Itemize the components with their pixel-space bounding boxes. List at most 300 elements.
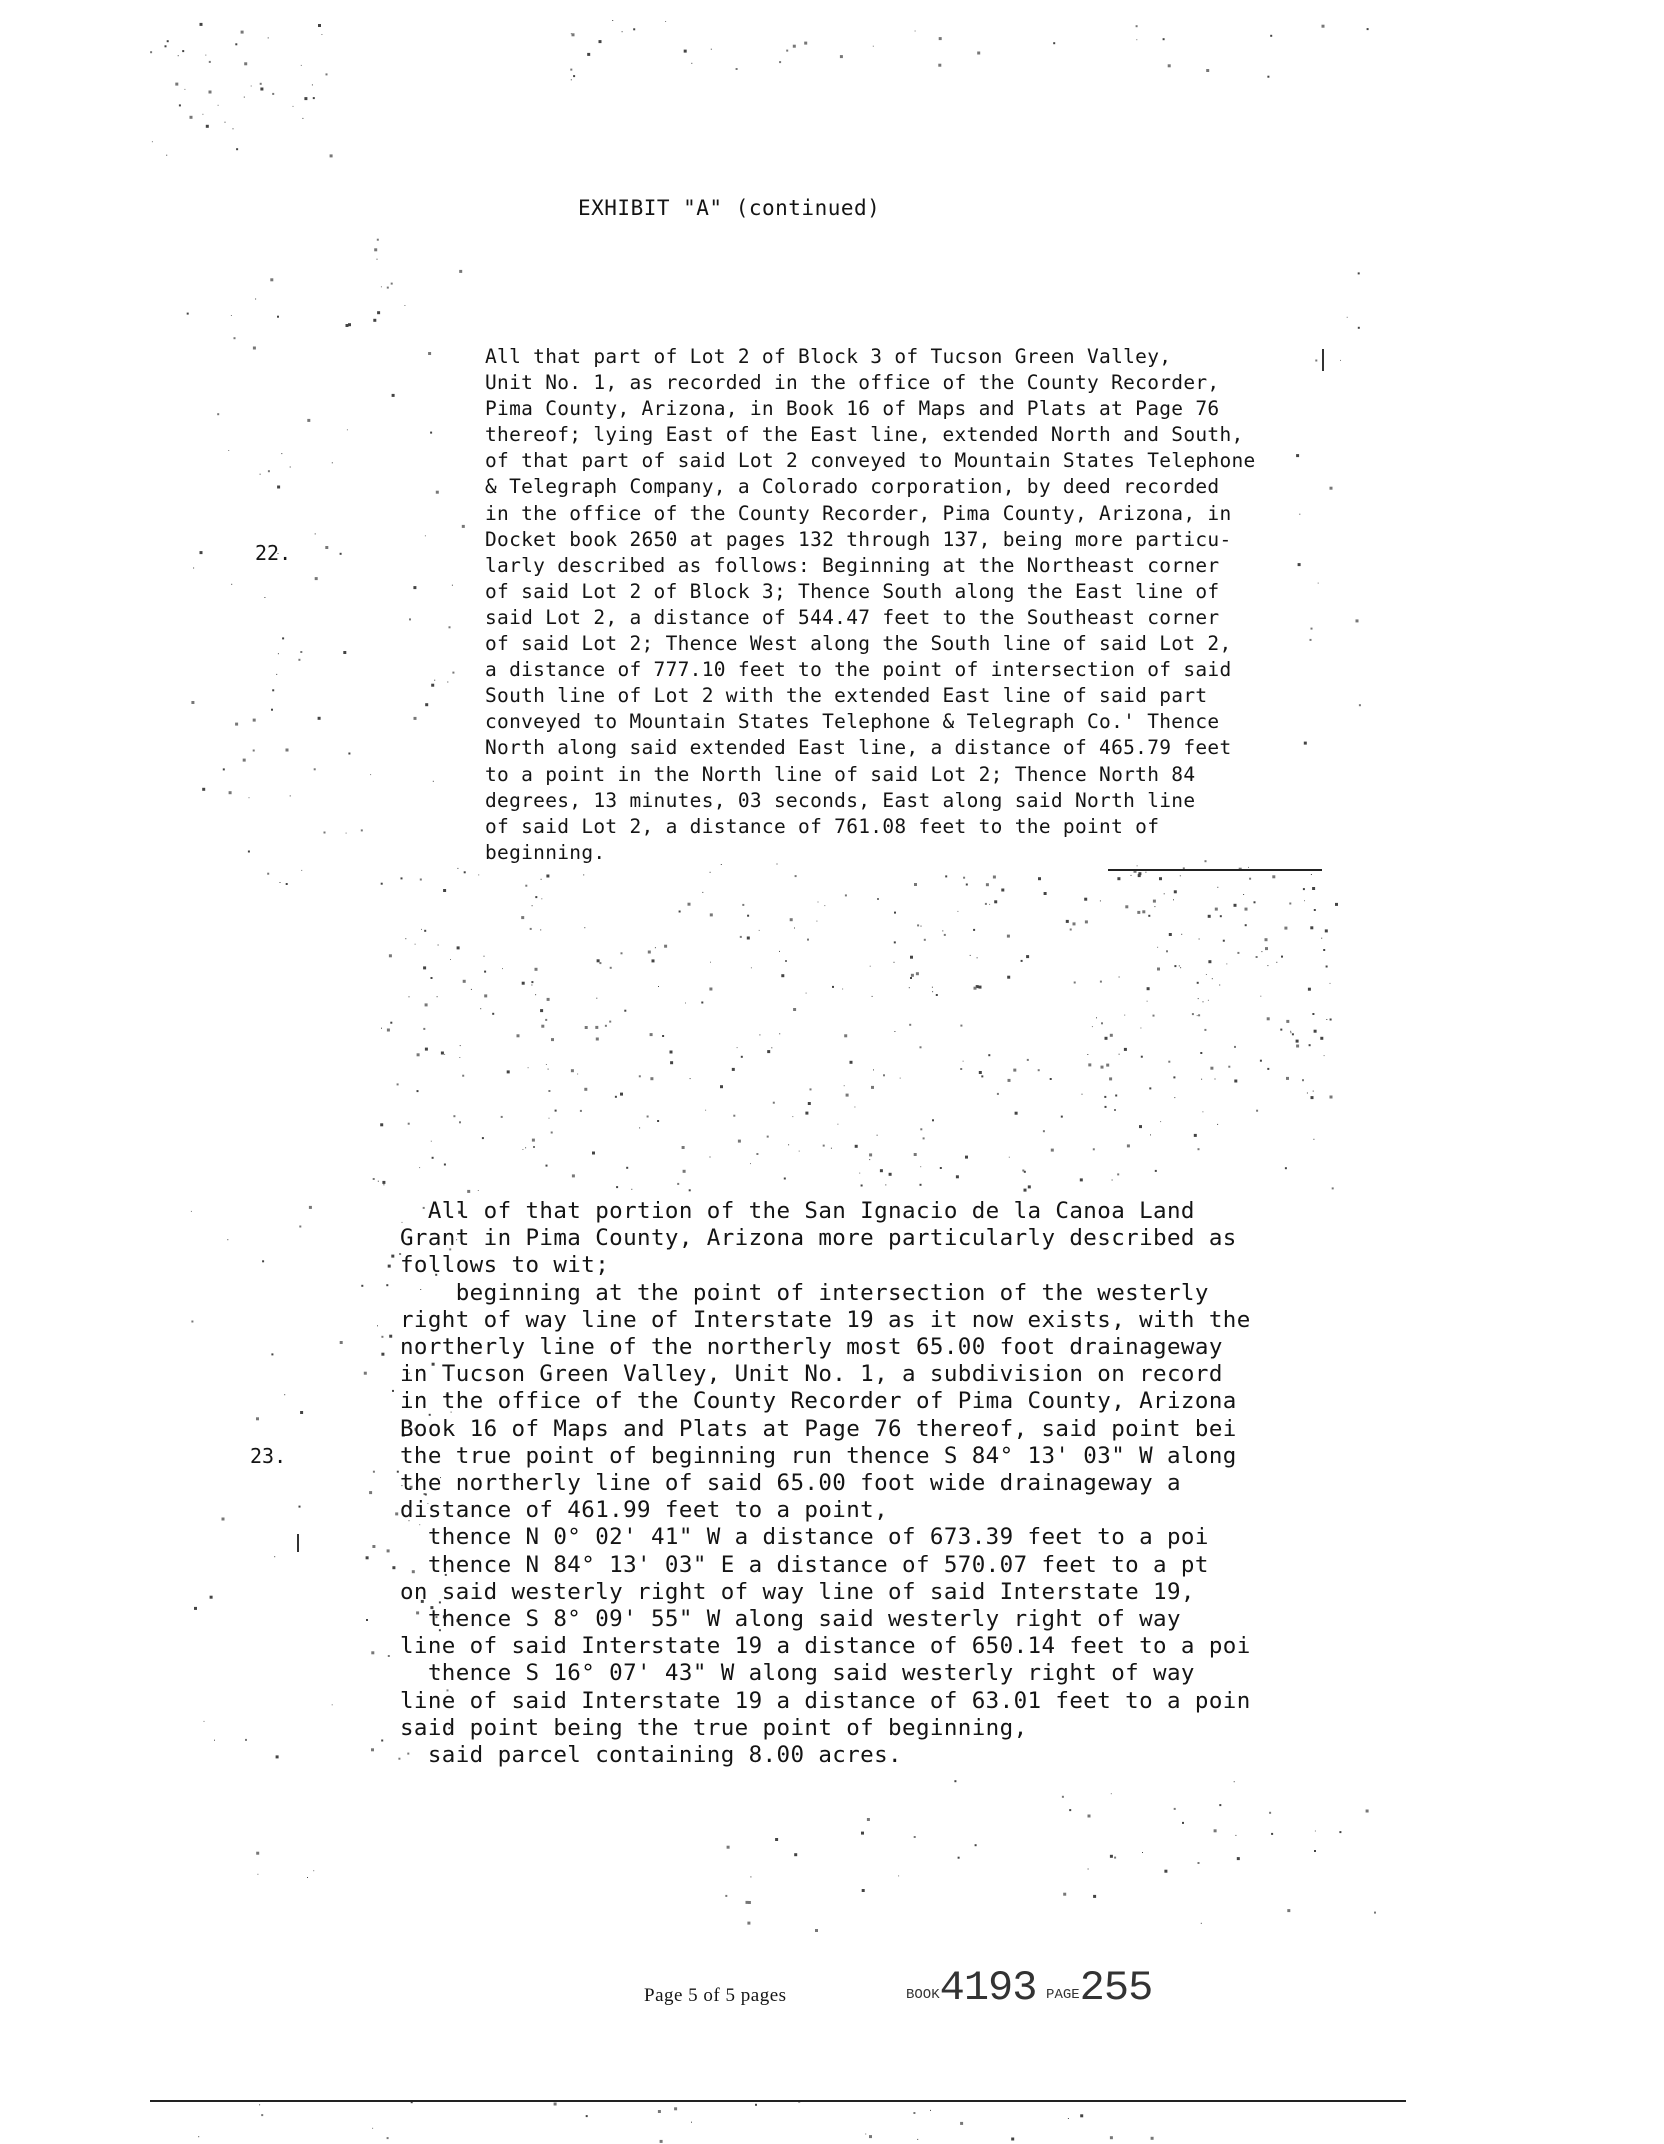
scan-speckle [1153, 1015, 1155, 1017]
parcel-22-text-line: a distance of 777.10 feet to the point of intersection of said [485, 658, 1232, 682]
scan-speckle [1028, 1185, 1031, 1188]
scan-speckle [432, 1157, 434, 1159]
scan-speckle [1142, 1852, 1143, 1853]
scan-speckle [871, 1086, 874, 1089]
scan-speckle [150, 51, 152, 53]
scan-speckle [650, 1077, 653, 1080]
scan-speckle [1119, 977, 1120, 978]
scan-speckle [1164, 893, 1165, 894]
scan-speckle [936, 994, 938, 996]
scan-speckle [1203, 1001, 1204, 1002]
scan-speckle [1027, 1059, 1029, 1061]
parcel-23-text-line: said point being the true point of beginning, [386, 1714, 1028, 1741]
scan-speckle [869, 2135, 872, 2138]
scan-speckle [1256, 1110, 1258, 1112]
scan-speckle [464, 871, 466, 873]
scan-speckle [253, 750, 255, 752]
scan-speckle [1220, 915, 1222, 917]
scan-speckle [348, 753, 350, 755]
scan-speckle [330, 154, 333, 157]
scan-speckle [1114, 1857, 1116, 1859]
scan-speckle [779, 1033, 780, 1034]
scan-speckle [1093, 1895, 1096, 1898]
scan-speckle [1267, 1017, 1270, 1020]
scan-speckle [419, 1167, 420, 1168]
scan-speckle [256, 1852, 259, 1855]
scan-speckle [1198, 1148, 1200, 1150]
scan-speckle [532, 1139, 535, 1142]
scan-speckle [1286, 1020, 1289, 1023]
scan-speckle [954, 1780, 956, 1782]
scan-speckle [1201, 1079, 1202, 1080]
scan-speckle [371, 1748, 374, 1751]
scan-speckle [443, 889, 446, 892]
scan-speckle [551, 1132, 553, 1134]
scan-speckle [459, 270, 462, 273]
scan-speckle [1245, 924, 1247, 926]
scan-speckle [312, 84, 313, 85]
scan-speckle [894, 1031, 895, 1032]
scan-speckle [870, 966, 871, 967]
scan-speckle [981, 1075, 983, 1077]
scan-speckle [909, 987, 910, 988]
scan-speckle [278, 653, 279, 654]
scan-speckle [1093, 1148, 1095, 1150]
scan-speckle [268, 37, 269, 38]
scan-speckle [975, 1844, 977, 1846]
scan-speckle [1296, 1045, 1299, 1048]
scan-speckle [1228, 1066, 1230, 1068]
scan-speckle [459, 1057, 460, 1058]
scan-speckle [471, 989, 472, 990]
scan-speckle [300, 651, 302, 653]
scan-speckle [658, 2110, 661, 2113]
scan-speckle [541, 879, 542, 880]
scan-speckle [428, 352, 431, 355]
scan-speckle [209, 61, 211, 63]
scan-speckle [710, 913, 713, 916]
scan-speckle [1068, 2118, 1069, 2119]
scan-speckle [152, 141, 153, 142]
scan-speckle [985, 903, 987, 905]
scan-speckle [332, 462, 333, 463]
scan-speckle [409, 996, 410, 997]
scan-speckle [605, 1025, 607, 1027]
scan-speckle [420, 879, 422, 881]
scan-speckle [1051, 1149, 1054, 1152]
scan-speckle [1215, 1079, 1216, 1080]
scan-speckle [1026, 955, 1029, 958]
book-number: 4193 [939, 1964, 1037, 2012]
scan-speckle [187, 313, 189, 315]
scan-speckle [910, 956, 913, 959]
scan-speckle [989, 904, 990, 905]
scan-speckle [979, 986, 982, 989]
scan-speckle [431, 684, 434, 687]
scan-speckle [392, 394, 395, 397]
scan-speckle [815, 1929, 818, 1932]
scan-speckle [767, 1136, 769, 1138]
scan-speckle [482, 1137, 484, 1139]
scan-speckle [993, 876, 996, 879]
scan-speckle [548, 1069, 549, 1070]
scan-speckle [321, 34, 322, 35]
scan-speckle [657, 1120, 659, 1122]
scan-speckle [1053, 42, 1055, 44]
scan-speckle [956, 1175, 959, 1178]
scan-speckle [779, 951, 780, 952]
scan-speckle [1312, 887, 1315, 890]
scan-speckle [960, 2122, 963, 2125]
scan-speckle [844, 1034, 847, 1037]
scan-speckle [710, 872, 711, 873]
parcel-22-text-line: Docket book 2650 at pages 132 through 137, being more particu- [485, 527, 1232, 551]
scan-speckle [648, 951, 651, 954]
scan-speckle [1339, 1831, 1341, 1833]
scan-speckle [930, 2110, 931, 2111]
scan-speckle [1009, 1157, 1010, 1158]
scan-speckle [1043, 1130, 1045, 1132]
scan-speckle [377, 259, 378, 260]
scan-speckle [1208, 960, 1211, 963]
scan-speckle [587, 53, 590, 56]
scan-speckle [315, 533, 316, 534]
scan-speckle [460, 1045, 461, 1046]
scan-speckle [832, 986, 834, 988]
scan-speckle [397, 1083, 399, 1085]
scan-speckle [840, 55, 843, 58]
scan-speckle [1324, 1055, 1325, 1056]
scan-speckle [806, 993, 807, 994]
scan-speckle [932, 1119, 934, 1121]
scan-speckle [573, 75, 575, 77]
scan-speckle [314, 768, 316, 770]
scan-speckle [1168, 1061, 1170, 1063]
scan-speckle [759, 1034, 760, 1035]
scan-speckle [1198, 1014, 1200, 1016]
scan-speckle [234, 337, 236, 339]
scan-speckle [1145, 872, 1146, 873]
scan-speckle [405, 938, 406, 939]
scan-speckle [917, 924, 919, 926]
scan-speckle [610, 967, 612, 969]
scan-speckle [209, 91, 212, 94]
scan-speckle [1248, 867, 1249, 868]
parcel-22-text-line: of said Lot 2; Thence West along the South line of said Lot 2, [485, 632, 1232, 656]
scan-speckle [771, 1047, 772, 1048]
scan-speckle [1070, 929, 1072, 931]
scan-speckle [414, 717, 417, 720]
scan-speckle [1194, 1134, 1197, 1137]
scan-speckle [1267, 1068, 1269, 1070]
scan-speckle [710, 1157, 711, 1158]
scan-speckle [750, 1163, 751, 1164]
scan-speckle [1219, 1804, 1221, 1806]
exhibit-title: EXHIBIT "A" (continued) [578, 196, 881, 220]
scan-speckle [433, 781, 434, 782]
scan-speckle [340, 1341, 343, 1344]
scan-speckle [1325, 929, 1328, 932]
scan-speckle [880, 1169, 883, 1172]
scan-speckle [1285, 1167, 1287, 1169]
scan-speckle [271, 709, 273, 711]
scan-speckle [756, 1153, 758, 1155]
scan-speckle [861, 1832, 864, 1835]
scan-speckle [233, 128, 234, 129]
scan-speckle [383, 1184, 384, 1185]
scan-speckle [387, 2137, 389, 2139]
scan-speckle [401, 877, 403, 879]
scan-speckle [1084, 898, 1087, 901]
scan-speckle [859, 1173, 860, 1174]
scan-speckle [200, 23, 203, 26]
scan-speckle [775, 1838, 778, 1841]
scan-speckle [260, 83, 262, 85]
scan-speckle [585, 1026, 588, 1029]
scan-speckle [302, 118, 303, 119]
scan-speckle [1140, 1028, 1141, 1029]
scan-speckle [453, 1115, 455, 1117]
scan-speckle [391, 283, 393, 285]
scan-speckle [1073, 922, 1076, 925]
parcel-23-text-line: northerly line of the northerly most 65.00 foot drainageway [386, 1334, 1223, 1361]
scan-speckle [478, 874, 479, 875]
page-number-label: Page 5 of 5 pages [644, 1985, 787, 2006]
scan-speckle [1237, 1857, 1240, 1860]
scan-speckle [1142, 910, 1145, 913]
scan-speckle [923, 1137, 925, 1139]
scan-speckle [596, 1038, 599, 1041]
scan-speckle [786, 50, 788, 52]
scan-speckle [1310, 639, 1312, 641]
scan-speckle [307, 419, 310, 422]
parcel-22-text-line: in the office of the County Recorder, Pima County, Arizona, in [485, 501, 1232, 525]
parcel-23-text-line: the northerly line of said 65.00 foot wide drainageway a [386, 1470, 1181, 1497]
scan-speckle [346, 324, 349, 327]
parcel-22-text-line: North along said extended East line, a distance of 465.79 feet [485, 736, 1232, 760]
scan-speckle [387, 287, 389, 289]
scan-speckle [1192, 1013, 1194, 1015]
scan-speckle [277, 316, 279, 318]
scan-speckle [1206, 974, 1207, 975]
scan-speckle [1111, 1793, 1112, 1794]
scan-speckle [914, 1836, 916, 1838]
scan-speckle [1206, 69, 1209, 72]
scan-speckle [540, 929, 541, 930]
scan-speckle [920, 1046, 922, 1048]
scan-speckle [1314, 1030, 1317, 1033]
scan-speckle [452, 672, 454, 674]
scan-speckle [664, 945, 667, 948]
scan-speckle [915, 31, 916, 32]
scan-speckle [1290, 1032, 1291, 1033]
scan-speckle [652, 959, 655, 962]
scan-speckle [784, 1178, 786, 1180]
scan-speckle [1110, 2136, 1113, 2139]
scan-speckle [660, 2140, 663, 2143]
scan-speckle [532, 905, 533, 906]
scan-speckle [577, 1074, 578, 1075]
scan-speckle [409, 618, 411, 620]
scan-speckle [1114, 1109, 1116, 1111]
scan-speckle [1069, 1809, 1071, 1811]
scan-speckle [979, 1071, 982, 1074]
scan-speckle [299, 1226, 301, 1228]
scan-speckle [1088, 1815, 1091, 1818]
scan-speckle [425, 1003, 428, 1006]
scan-speckle [441, 1052, 444, 1055]
scan-speckle [920, 1166, 921, 1167]
scan-speckle [1299, 514, 1300, 515]
scan-speckle [1356, 619, 1359, 622]
scan-speckle [373, 1178, 375, 1180]
scan-speckle [808, 1102, 811, 1105]
scan-speckle [966, 884, 968, 886]
scan-speckle [478, 1190, 479, 1191]
recorded-page-number: 255 [1079, 1964, 1153, 2012]
scan-speckle [572, 1174, 575, 1177]
scan-speckle [932, 991, 933, 992]
scan-speckle [1214, 1829, 1217, 1832]
scan-speckle [1290, 1031, 1291, 1032]
parcel-22-text-line: All that part of Lot 2 of Block 3 of Tucson Green Valley, [485, 345, 1172, 368]
scan-speckle [260, 88, 263, 91]
scan-speckle [1157, 968, 1160, 971]
scan-speckle [711, 49, 712, 50]
scan-speckle [421, 929, 422, 930]
scan-speckle [1173, 899, 1174, 900]
scan-speckle [626, 1167, 628, 1169]
scan-speckle [965, 1156, 968, 1159]
scan-speckle [373, 1471, 375, 1473]
scan-speckle [1110, 1034, 1113, 1037]
scan-speckle [1015, 1112, 1018, 1115]
scan-speckle [415, 944, 416, 945]
scan-speckle [974, 987, 977, 990]
scan-speckle [346, 833, 347, 834]
scan-speckle [1208, 915, 1211, 918]
scan-speckle [546, 875, 549, 878]
scan-speckle [191, 1211, 192, 1212]
parcel-23-text-line: right of way line of Interstate 19 as it now exists, with the [386, 1306, 1251, 1333]
scan-speckle [424, 930, 426, 932]
scan-speckle [945, 875, 947, 877]
scan-speckle [231, 584, 232, 585]
scan-speckle [541, 1025, 544, 1028]
scan-speckle [1131, 875, 1132, 876]
scan-speckle [1159, 877, 1162, 880]
scan-speckle [318, 24, 321, 27]
scan-speckle [370, 774, 371, 775]
scan-speckle [1234, 904, 1237, 907]
scan-speckle [194, 1607, 197, 1610]
scan-speckle [1198, 998, 1199, 999]
scan-speckle [1245, 908, 1248, 911]
scan-speckle [300, 1411, 303, 1414]
scan-speckle [457, 946, 460, 949]
scan-speckle [1320, 1037, 1323, 1040]
scan-speckle [1261, 951, 1262, 952]
scan-speckle [1024, 1171, 1026, 1173]
scan-speckle [270, 278, 273, 281]
scan-speckle [1249, 878, 1251, 880]
scan-speckle [1088, 1869, 1089, 1870]
scan-speckle [255, 299, 256, 300]
scan-speckle [1347, 317, 1348, 318]
scan-speckle [759, 930, 760, 931]
scan-speckle [1265, 947, 1268, 950]
scan-speckle [1160, 1121, 1161, 1122]
scan-speckle [963, 1061, 964, 1062]
scan-speckle [235, 723, 238, 726]
scan-speckle [374, 248, 377, 251]
scan-speckle [596, 998, 597, 999]
scan-speckle [1270, 35, 1272, 37]
scan-speckle [788, 1144, 789, 1145]
scan-speckle [920, 1184, 922, 1186]
scan-speckle [1281, 956, 1283, 958]
parcel-22-text-line: & Telegraph Company, a Colorado corporation, by deed recorded [485, 475, 1220, 499]
scan-speckle [1321, 938, 1322, 939]
scan-speckle [942, 930, 943, 931]
scan-speckle [1332, 1187, 1334, 1189]
scan-speckle [1276, 962, 1277, 963]
scan-speckle [205, 55, 206, 56]
scan-speckle [293, 106, 294, 107]
scan-speckle [484, 994, 487, 997]
scan-speckle [1100, 900, 1101, 901]
scan-speckle [1117, 1173, 1119, 1175]
scan-speckle [816, 921, 817, 922]
scan-speckle [1008, 1079, 1011, 1082]
scan-speckle [940, 1167, 942, 1169]
scan-speckle [804, 42, 807, 45]
scan-speckle [179, 104, 181, 106]
scan-speckle [431, 1141, 432, 1142]
scan-speckle [166, 155, 167, 156]
scan-speckle [280, 882, 281, 883]
scan-speckle [165, 45, 167, 47]
scan-speckle [206, 125, 209, 128]
scan-speckle [298, 659, 300, 661]
parcel-22-text-line: of that part of said Lot 2 conveyed to Mountain States Telephone [485, 449, 1256, 473]
scan-speckle [361, 829, 363, 831]
scan-speckle [1181, 934, 1182, 935]
scan-speckle [389, 954, 392, 957]
scan-speckle [1359, 704, 1361, 706]
scan-speckle [1326, 966, 1328, 968]
scan-speckle [727, 1846, 730, 1849]
scan-speckle [387, 1029, 390, 1032]
scan-speckle [1038, 877, 1041, 880]
scan-speckle [910, 977, 912, 979]
scan-speckle [1066, 920, 1069, 923]
scan-speckle [1198, 1862, 1200, 1864]
scan-speckle [1110, 1855, 1113, 1858]
parcel-22-text-line: of said Lot 2 of Block 3; Thence South along the East line of [485, 579, 1220, 603]
scan-speckle [1234, 1046, 1236, 1048]
scan-speckle [1182, 1822, 1184, 1824]
scan-speckle [431, 977, 433, 979]
scan-speckle [1147, 1001, 1148, 1002]
scan-speckle [790, 918, 793, 921]
scan-speckle [1105, 1106, 1107, 1108]
scan-speckle [282, 637, 284, 639]
scan-speckle [747, 915, 749, 917]
scan-speckle [1115, 1095, 1117, 1097]
scan-speckle [1315, 1831, 1316, 1832]
scan-speckle [381, 1740, 383, 1742]
